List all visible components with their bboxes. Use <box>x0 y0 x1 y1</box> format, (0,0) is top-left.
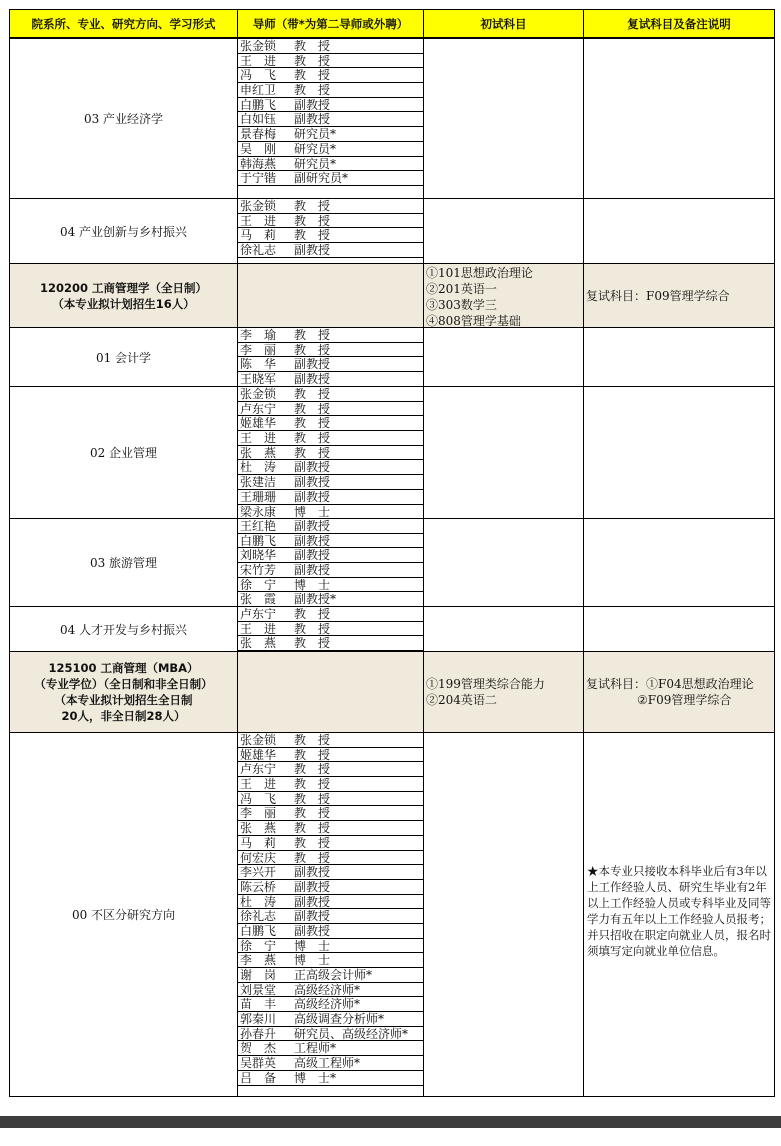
advisor-entry <box>238 836 423 851</box>
advisor-title: 副研究员* <box>294 171 349 186</box>
exam-subjects-cell <box>424 519 584 606</box>
advisor-name: 苗 丰 <box>240 997 277 1012</box>
direction-row <box>10 38 774 198</box>
advisor-name: 徐 宁 <box>240 938 277 953</box>
major-row <box>10 263 774 327</box>
advisor-entry <box>238 1012 423 1027</box>
advisor-name: 卢东宁 <box>240 607 277 621</box>
advisor-name: 于宁锴 <box>240 171 277 186</box>
advisor-entry <box>238 505 423 520</box>
advisor-name: 贺 杰 <box>240 1041 277 1056</box>
advisor-entry <box>238 475 423 490</box>
advisor-name: 李 瑜 <box>240 328 277 342</box>
advisor-title: 教 授 <box>294 83 331 98</box>
advisor-entry <box>238 387 423 402</box>
advisor-name: 刘晓华 <box>240 548 277 563</box>
advisor-title: 教 授 <box>294 621 331 636</box>
direction-row <box>10 327 774 386</box>
exam-subject: ①199管理类综合能力 <box>426 677 545 691</box>
advisor-name: 张 燕 <box>240 636 277 651</box>
major-title-line: 120200 工商管理学（全日制） <box>39 280 207 295</box>
retest-cell <box>584 39 774 198</box>
advisor-entry <box>238 490 423 505</box>
advisor-title: 教 授 <box>294 53 331 68</box>
advisor-name: 白鹏飞 <box>240 533 277 548</box>
advisor-entry <box>238 1041 423 1056</box>
advisor-title: 教 授 <box>294 328 331 342</box>
advisor-title: 博 士 <box>294 504 331 519</box>
advisor-title: 副教授 <box>294 489 331 504</box>
advisor-title: 副教授 <box>294 475 331 490</box>
major-title-line: 125100 工商管理（MBA） <box>48 661 199 675</box>
advisor-title: 教 授 <box>294 791 331 806</box>
advisor-name: 张金锁 <box>240 199 277 213</box>
exam-subject: ④808管理学基础 <box>426 314 521 328</box>
exam-subjects-cell <box>424 199 584 263</box>
direction-label: 01 会计学 <box>10 328 238 386</box>
advisor-entry <box>238 895 423 910</box>
advisor-title: 教 授 <box>294 806 331 821</box>
advisor-entry <box>238 328 423 343</box>
header-retest-notes: 复试科目及备注说明 <box>584 10 774 38</box>
major-title <box>10 264 238 327</box>
advisor-title: 教 授 <box>294 431 331 446</box>
advisor-name: 王 进 <box>240 621 277 636</box>
advisor-title: 教 授 <box>294 835 331 850</box>
advisor-entry <box>238 1071 423 1086</box>
advisor-entry <box>238 939 423 954</box>
advisor-name: 杜 涛 <box>240 460 277 475</box>
advisor-entry <box>238 762 423 777</box>
advisor-name: 张 燕 <box>240 821 277 836</box>
advisor-name: 冯 飞 <box>240 791 277 806</box>
advisor-title: 教 授 <box>294 213 331 228</box>
retest-cell <box>584 387 774 518</box>
advisor-title: 研究员、高级经济师* <box>294 1026 409 1041</box>
advisor-entry <box>238 83 423 98</box>
advisor-entry <box>238 997 423 1012</box>
direction-row <box>10 386 774 518</box>
direction-row <box>10 606 774 651</box>
direction-row <box>10 732 774 1096</box>
advisor-entry <box>238 909 423 924</box>
advisor-entry <box>238 98 423 113</box>
advisor-entry <box>238 792 423 807</box>
advisor-title: 副教授 <box>294 460 331 475</box>
exam-subjects <box>424 652 584 732</box>
advisor-entry <box>238 924 423 939</box>
advisor-title: 高级经济师* <box>294 997 361 1012</box>
advisor-entry <box>238 968 423 983</box>
retest-subjects: 复试科目：F09管理学综合 <box>586 288 730 303</box>
advisor-entry <box>238 636 423 651</box>
header-advisor: 导师（带*为第二导师或外聘） <box>238 10 424 38</box>
advisor-name: 马 莉 <box>240 228 277 243</box>
advisor-title: 副教授 <box>294 372 331 387</box>
advisor-entry <box>238 880 423 895</box>
header-direction: 院系所、专业、研究方向、学习形式 <box>10 10 238 38</box>
advisor-name: 杜 涛 <box>240 894 277 909</box>
advisor-name: 张 霞 <box>240 592 277 607</box>
major-row <box>10 651 774 732</box>
advisor-title: 教 授 <box>294 387 331 401</box>
advisor-title: 副教授 <box>294 243 331 258</box>
advisor-name: 宋竹芳 <box>240 563 277 578</box>
advisor-title: 教 授 <box>294 228 331 243</box>
exam-subjects <box>424 264 584 327</box>
advisor-title: 教 授 <box>294 733 331 747</box>
advisor-title: 副教授 <box>294 563 331 578</box>
advisor-title: 副教授 <box>294 894 331 909</box>
advisor-title: 副教授 <box>294 97 331 112</box>
direction-row <box>10 198 774 263</box>
retest-note <box>584 652 774 732</box>
advisor-cell <box>238 264 424 327</box>
direction-label: 03 旅游管理 <box>10 519 238 606</box>
remarks-cell <box>584 733 774 1096</box>
exam-subject: ①101思想政治理论 <box>426 266 533 280</box>
exam-subjects-cell <box>424 607 584 651</box>
major-quota-line: （本专业拟计划招生全日制 <box>54 693 193 707</box>
advisor-name: 李 燕 <box>240 953 277 968</box>
advisor-entry <box>238 1056 423 1071</box>
advisor-list <box>238 519 424 606</box>
advisor-title: 教 授 <box>294 821 331 836</box>
advisor-list <box>238 199 424 263</box>
advisor-title: 研究员* <box>294 141 337 156</box>
advisor-entry <box>238 127 423 142</box>
advisor-title: 教 授 <box>294 68 331 83</box>
advisor-name: 冯 飞 <box>240 68 277 83</box>
retest-cell <box>584 607 774 651</box>
advisor-name: 王 进 <box>240 213 277 228</box>
advisor-title: 高级工程师* <box>294 1056 361 1071</box>
exam-subjects-cell <box>424 387 584 518</box>
advisor-name: 王珊珊 <box>240 489 277 504</box>
advisor-name: 张 燕 <box>240 445 277 460</box>
major-quota-line: （本专业拟计划招生16人） <box>52 296 195 311</box>
advisor-entry <box>238 460 423 475</box>
advisor-name: 姬雄华 <box>240 747 277 762</box>
admission-remarks: ★本专业只接收本科毕业后有3年以上工作经验人员、研究生毕业有2年以上工作经验人员或专科毕业及同等学力有五年以上工作经验人员报考；并只招收在职定向就业人员，报名时须填写定向就业单位信息。 <box>587 864 771 958</box>
advisor-entry <box>238 171 423 186</box>
advisor-entry <box>238 865 423 880</box>
advisor-entry <box>238 983 423 998</box>
advisor-title: 副教授 <box>294 533 331 548</box>
advisor-title: 教 授 <box>294 199 331 213</box>
advisor-name: 孙春升 <box>240 1026 277 1041</box>
advisor-name: 谢 岗 <box>240 968 277 982</box>
advisor-entry <box>238 39 423 54</box>
advisor-entry <box>238 142 423 157</box>
advisor-entry <box>238 563 423 578</box>
advisor-entry <box>238 402 423 417</box>
footer-bar <box>0 1116 781 1128</box>
exam-subject: ③303数学三 <box>426 298 497 312</box>
advisor-title: 教 授 <box>294 342 331 357</box>
advisor-entry <box>238 748 423 763</box>
advisor-entry <box>238 199 423 214</box>
advisor-title: 博 士* <box>294 1070 337 1085</box>
advisor-name: 吕 备 <box>240 1070 277 1085</box>
advisor-entry <box>238 214 423 229</box>
advisor-title: 博 士 <box>294 577 331 592</box>
direction-label: 04 人才开发与乡村振兴 <box>10 607 238 651</box>
advisor-name: 何宏庆 <box>240 850 277 865</box>
advisor-entry <box>238 431 423 446</box>
advisor-title: 副教授 <box>294 923 331 938</box>
exam-subjects-cell <box>424 39 584 198</box>
direction-label: 03 产业经济学 <box>10 39 238 198</box>
advisor-entry <box>238 446 423 461</box>
advisor-name: 吴 刚 <box>240 141 277 156</box>
advisor-name: 王红艳 <box>240 519 277 533</box>
advisor-entry <box>238 851 423 866</box>
advisor-entry <box>238 1027 423 1042</box>
advisor-entry <box>238 806 423 821</box>
advisor-name: 景春梅 <box>240 127 277 142</box>
advisor-name: 申红卫 <box>240 83 277 98</box>
exam-subjects-cell <box>424 328 584 386</box>
advisor-entry <box>238 54 423 69</box>
retest-cell <box>584 328 774 386</box>
direction-label: 04 产业创新与乡村振兴 <box>10 199 238 263</box>
advisor-entry <box>238 416 423 431</box>
advisor-name: 张金锁 <box>240 387 277 401</box>
advisor-name: 李兴开 <box>240 865 277 880</box>
advisor-title: 副教授 <box>294 548 331 563</box>
advisor-entry <box>238 607 423 622</box>
advisor-name: 李 丽 <box>240 342 277 357</box>
advisor-name: 白鹏飞 <box>240 923 277 938</box>
advisor-title: 教 授 <box>294 607 331 621</box>
advisor-name: 陈 华 <box>240 357 277 372</box>
advisor-entry <box>238 243 423 258</box>
advisor-entry <box>238 68 423 83</box>
advisor-title: 教 授 <box>294 777 331 792</box>
major-degree-line: （专业学位）（全日制和非全日制） <box>34 677 213 691</box>
advisor-entry <box>238 357 423 372</box>
advisor-name: 徐礼志 <box>240 243 277 258</box>
retest-subject: ②F09管理学综合 <box>637 693 732 707</box>
advisor-entry <box>238 548 423 563</box>
advisor-title: 教 授 <box>294 401 331 416</box>
advisor-title: 副教授 <box>294 865 331 880</box>
advisor-entry <box>238 343 423 358</box>
advisor-entry <box>238 622 423 637</box>
advisor-name: 白如钰 <box>240 112 277 127</box>
advisor-name: 姬雄华 <box>240 416 277 431</box>
advisor-name: 王 进 <box>240 431 277 446</box>
advisor-name: 王 进 <box>240 53 277 68</box>
advisor-entry <box>238 519 423 534</box>
advisor-entry <box>238 578 423 593</box>
advisor-title: 教 授 <box>294 416 331 431</box>
advisor-entry <box>238 821 423 836</box>
advisor-title: 教 授 <box>294 850 331 865</box>
advisor-name: 张建洁 <box>240 475 277 490</box>
header-exam-subjects: 初试科目 <box>424 10 584 38</box>
advisor-name: 王 进 <box>240 777 277 792</box>
advisor-title: 研究员* <box>294 156 337 171</box>
advisor-title: 正高级会计师* <box>294 968 373 982</box>
advisor-name: 韩海燕 <box>240 156 277 171</box>
advisor-title: 副教授 <box>294 879 331 894</box>
advisor-entry <box>238 953 423 968</box>
major-title <box>10 652 238 732</box>
advisor-entry <box>238 228 423 243</box>
advisor-entry <box>238 534 423 549</box>
advisor-title: 博 士 <box>294 938 331 953</box>
advisor-title: 副教授 <box>294 519 331 533</box>
advisor-name: 张金锁 <box>240 733 277 747</box>
advisor-name: 李 丽 <box>240 806 277 821</box>
exam-subjects-cell <box>424 733 584 1096</box>
direction-label: 02 企业管理 <box>10 387 238 518</box>
advisor-title: 副教授 <box>294 357 331 372</box>
advisor-entry <box>238 112 423 127</box>
direction-label: 00 不区分研究方向 <box>10 733 238 1096</box>
advisor-title: 高级经济师* <box>294 982 361 997</box>
admissions-table <box>9 9 775 1097</box>
advisor-name: 郭秦川 <box>240 1012 277 1027</box>
advisor-entry <box>238 592 423 607</box>
advisor-title: 教 授 <box>294 445 331 460</box>
retest-cell <box>584 519 774 606</box>
exam-subject: ②204英语二 <box>426 693 497 707</box>
advisor-title: 副教授* <box>294 592 337 607</box>
advisor-list <box>238 387 424 518</box>
advisor-entry <box>238 157 423 172</box>
advisor-entry <box>238 733 423 748</box>
advisor-title: 教 授 <box>294 636 331 651</box>
direction-row <box>10 518 774 606</box>
advisor-name: 徐 宁 <box>240 577 277 592</box>
advisor-title: 博 士 <box>294 953 331 968</box>
advisor-name: 徐礼志 <box>240 909 277 924</box>
advisor-name: 马 莉 <box>240 835 277 850</box>
advisor-list <box>238 328 424 386</box>
advisor-name: 白鹏飞 <box>240 97 277 112</box>
advisor-list <box>238 607 424 651</box>
advisor-entry <box>238 372 423 387</box>
retest-note <box>584 264 774 327</box>
exam-subject: ②201英语一 <box>426 282 497 296</box>
advisor-title: 高级调查分析师* <box>294 1012 385 1027</box>
advisor-name: 张金锁 <box>240 39 277 53</box>
advisor-list <box>238 733 424 1096</box>
advisor-cell <box>238 652 424 732</box>
retest-subject: 复试科目：①F04思想政治理论 <box>586 677 754 691</box>
advisor-entry <box>238 777 423 792</box>
advisor-title: 教 授 <box>294 39 331 53</box>
advisor-name: 陈云桥 <box>240 879 277 894</box>
advisor-name: 梁永康 <box>240 504 277 519</box>
advisor-title: 工程师* <box>294 1041 337 1056</box>
advisor-title: 教 授 <box>294 747 331 762</box>
advisor-name: 王晓军 <box>240 372 277 387</box>
retest-cell <box>584 199 774 263</box>
advisor-name: 卢东宁 <box>240 762 277 777</box>
advisor-name: 刘景堂 <box>240 982 277 997</box>
major-quota-line: 20人，非全日制28人） <box>61 709 186 723</box>
advisor-name: 吴群英 <box>240 1056 277 1071</box>
advisor-title: 研究员* <box>294 127 337 142</box>
advisor-name: 卢东宁 <box>240 401 277 416</box>
advisor-title: 副教授 <box>294 112 331 127</box>
advisor-title: 教 授 <box>294 762 331 777</box>
advisor-title: 副教授 <box>294 909 331 924</box>
advisor-list <box>238 39 424 198</box>
